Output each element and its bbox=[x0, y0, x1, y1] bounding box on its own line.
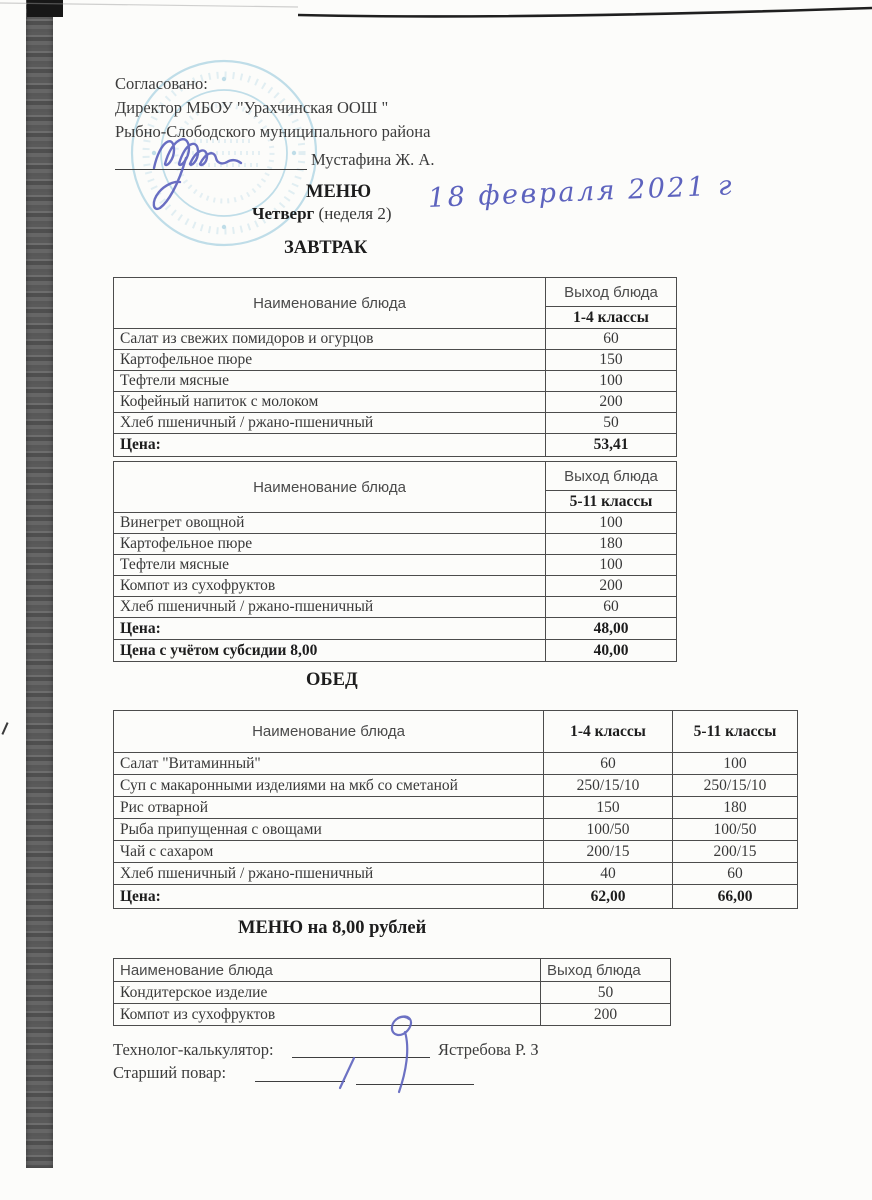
staff-signature-scribble-icon bbox=[320, 1008, 480, 1108]
table-row: Суп с макаронными изделиями на мкб со сметаной 250/15/10 250/15/10 bbox=[114, 775, 798, 797]
table-row: Компот из сухофруктов 200 bbox=[114, 1004, 671, 1026]
class-header: 1-4 классы bbox=[546, 307, 677, 329]
class-header: 5-11 классы bbox=[673, 711, 798, 753]
table-row: Тефтели мясные 100 bbox=[114, 371, 677, 392]
approval-line1: Согласовано: bbox=[115, 74, 208, 93]
column-header: Наименование блюда bbox=[114, 711, 544, 753]
technologist-label: Технолог-калькулятор: bbox=[113, 1040, 274, 1059]
menu-week: (неделя 2) bbox=[318, 204, 392, 223]
table-row: Чай с сахаром 200/15 200/15 bbox=[114, 841, 798, 863]
table-row: Хлеб пшеничный / ржано-пшеничный 40 60 bbox=[114, 863, 798, 885]
column-header: Выход блюда bbox=[546, 278, 677, 307]
table-row: Картофельное пюре 150 bbox=[114, 350, 677, 371]
table-row: Хлеб пшеничный / ржано-пшеничный 50 bbox=[114, 413, 677, 434]
table-row: Салат из свежих помидоров и огурцов 60 bbox=[114, 329, 677, 350]
column-header: Наименование блюда bbox=[114, 462, 546, 513]
table-row: Кофейный напиток с молоком 200 bbox=[114, 392, 677, 413]
scan-edge-strip bbox=[26, 0, 53, 1168]
lunch-table bbox=[113, 710, 798, 909]
approval-line2: Директор МБОУ "Урахчинская ООШ " bbox=[115, 98, 389, 117]
total-row: Цена: 48,00 bbox=[114, 618, 677, 640]
breakfast-table-1-4 bbox=[113, 277, 677, 457]
director-name: Мустафина Ж. А. bbox=[311, 150, 435, 169]
lunch-section-title: ОБЕД bbox=[306, 670, 358, 690]
table-row: Рис отварной 150 180 bbox=[114, 797, 798, 819]
table-row: Кондитерское изделие 50 bbox=[114, 982, 671, 1004]
column-header: Выход блюда bbox=[546, 462, 677, 491]
scan-speck bbox=[1, 722, 8, 735]
table-row: Салат "Витаминный" 60 100 bbox=[114, 753, 798, 775]
menu-day: Четверг bbox=[252, 204, 315, 223]
scan-top-edge-line bbox=[0, 0, 872, 30]
column-header: Выход блюда bbox=[541, 959, 671, 982]
table-row: Хлеб пшеничный / ржано-пшеничный 60 bbox=[114, 597, 677, 618]
technologist-name: Ястребова Р. З bbox=[438, 1040, 539, 1059]
table-row: Рыба припущенная с овощами 100/50 100/50 bbox=[114, 819, 798, 841]
subsidy-row: Цена с учётом субсидии 8,00 40,00 bbox=[114, 640, 677, 662]
page-title: МЕНЮ bbox=[306, 182, 372, 202]
total-row: Цена: 53,41 bbox=[114, 434, 677, 457]
column-header: Наименование блюда bbox=[114, 959, 541, 982]
table-row: Винегрет овощной 100 bbox=[114, 513, 677, 534]
column-header: Наименование блюда bbox=[114, 278, 546, 329]
class-header: 1-4 классы bbox=[544, 711, 673, 753]
class-header: 5-11 классы bbox=[546, 491, 677, 513]
table-row: Картофельное пюре 180 bbox=[114, 534, 677, 555]
table-row: Компот из сухофруктов 200 bbox=[114, 576, 677, 597]
breakfast-table-5-11 bbox=[113, 461, 677, 662]
cook-label: Старший повар: bbox=[113, 1063, 227, 1082]
menu8-section-title: МЕНЮ на 8,00 рублей bbox=[238, 918, 427, 938]
total-row: Цена: 62,00 66,00 bbox=[114, 885, 798, 909]
approval-line3: Рыбно-Слободского муниципального района bbox=[115, 122, 431, 141]
table-row: Тефтели мясные 100 bbox=[114, 555, 677, 576]
breakfast-section-title: ЗАВТРАК bbox=[284, 238, 368, 258]
handwritten-date: 18 февраля 2021 г bbox=[427, 170, 735, 214]
